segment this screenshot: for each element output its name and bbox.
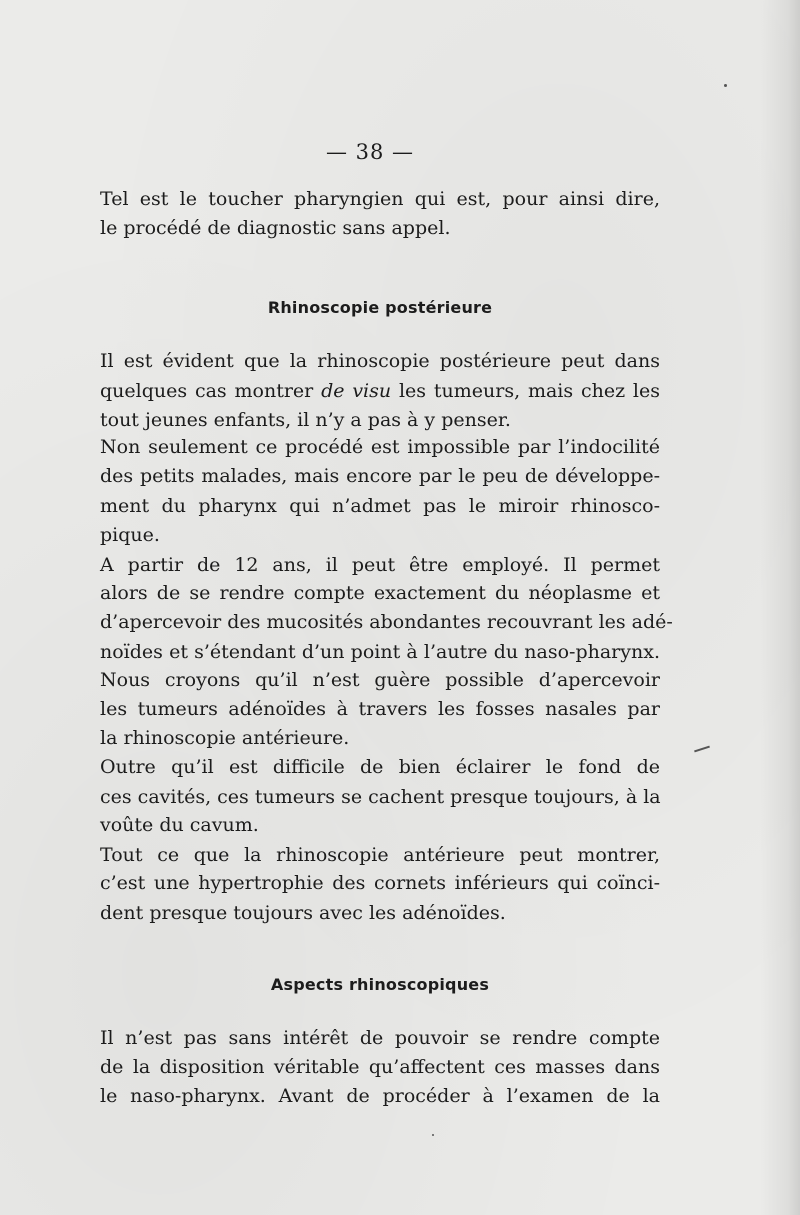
paragraph-line: d’apercevoir des mucosités abondantes recouvrant les adé-: [100, 611, 673, 633]
italic-phrase: de visu: [321, 380, 392, 402]
paragraph-line: ment du pharynx qui n’admet pas le miroir rhinosco-: [100, 495, 660, 517]
paragraph-line: quelques cas montrer de visu les tumeurs, mais chez les: [100, 380, 660, 402]
paragraph-line: Nous croyons qu’il n’est guère possible d’apercevoir: [100, 669, 660, 691]
section-heading-aspects-rhinoscopiques: Aspects rhinoscopiques: [270, 975, 490, 994]
page-number: — 38 —: [325, 140, 415, 164]
section-heading-rhinoscopie-posterieure: Rhinoscopie postérieure: [267, 298, 493, 317]
paragraph-line: des petits malades, mais encore par le peu de développe-: [100, 465, 660, 487]
paragraph-line: Il est évident que la rhinoscopie postérieure peut dans: [100, 350, 660, 372]
paragraph-line: Tout ce que la rhinoscopie antérieure peut montrer,: [100, 844, 660, 866]
page-edge-shadow: [760, 0, 800, 1215]
paragraph-line: les tumeurs adénoïdes à travers les fosses nasales par: [100, 698, 660, 720]
paragraph-line: alors de se rendre compte exactement du néoplasme et: [100, 582, 660, 604]
paragraph-line: de la disposition véritable qu’affectent ces masses dans: [100, 1056, 660, 1078]
paragraph-line: dent presque toujours avec les adénoïdes.: [100, 902, 506, 924]
margin-speck: [724, 84, 727, 87]
paragraph-line: ces cavités, ces tumeurs se cachent presque toujours, à la: [100, 786, 661, 808]
margin-speck: [432, 1134, 434, 1136]
margin-pen-mark: [694, 746, 710, 753]
paragraph-line: Tel est le toucher pharyngien qui est, pour ainsi dire,: [100, 188, 660, 210]
paragraph-line: la rhinoscopie antérieure.: [100, 727, 350, 749]
paragraph-line: pique.: [100, 524, 160, 546]
paragraph-line: voûte du cavum.: [100, 814, 259, 836]
paragraph-line: Il n’est pas sans intérêt de pouvoir se rendre compte: [100, 1027, 660, 1049]
paragraph-line: A partir de 12 ans, il peut être employé. Il permet: [100, 554, 660, 576]
paragraph-line: Outre qu’il est difficile de bien éclairer le fond de: [100, 756, 660, 778]
paragraph-line: c’est une hypertrophie des cornets inférieurs qui coïnci-: [100, 872, 660, 894]
paragraph-line: le naso-pharynx. Avant de procéder à l’examen de la: [100, 1085, 660, 1107]
paragraph-line: Non seulement ce procédé est impossible par l’indocilité: [100, 436, 660, 458]
paragraph-line: noïdes et s’étendant d’un point à l’autre du naso-pharynx.: [100, 641, 660, 663]
paragraph-line: le procédé de diagnostic sans appel.: [100, 217, 451, 239]
paragraph-line: tout jeunes enfants, il n’y a pas à y penser.: [100, 409, 511, 431]
